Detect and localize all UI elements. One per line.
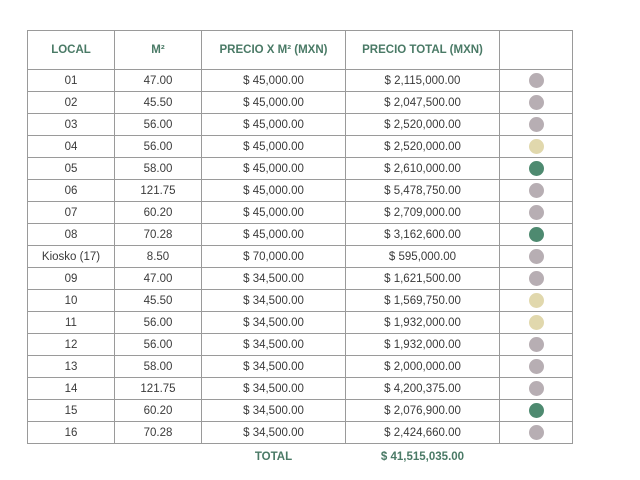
cell-price-per-m2: $ 45,000.00 [202, 224, 346, 246]
cell-m2: 8.50 [115, 246, 202, 268]
table-row [28, 136, 573, 158]
cell-local: 13 [28, 356, 115, 378]
cell-m2: 47.00 [115, 70, 202, 92]
cell-local: 07 [28, 202, 115, 224]
cell-local: 06 [28, 180, 115, 202]
cell-price-per-m2: $ 34,500.00 [202, 356, 346, 378]
cell-status [500, 400, 573, 422]
cell-price-per-m2: $ 70,000.00 [202, 246, 346, 268]
cell-price-per-m2: $ 45,000.00 [202, 114, 346, 136]
cell-total: $ 3,162,600.00 [346, 224, 500, 246]
cell-total: $ 2,000,000.00 [346, 356, 500, 378]
total-label: TOTAL [254, 451, 293, 463]
cell-total: $ 5,478,750.00 [346, 180, 500, 202]
header-row [28, 31, 573, 70]
table-row [28, 70, 573, 92]
status-dot-icon [529, 95, 544, 110]
cell-total: $ 1,932,000.00 [346, 312, 500, 334]
cell-status [500, 334, 573, 356]
cell-local: 10 [28, 290, 115, 312]
table-row [28, 312, 573, 334]
cell-total: $ 2,115,000.00 [346, 70, 500, 92]
table-body [28, 70, 573, 444]
cell-status [500, 246, 573, 268]
cell-m2: 60.20 [115, 202, 202, 224]
cell-status [500, 70, 573, 92]
cell-price-per-m2: $ 34,500.00 [202, 312, 346, 334]
cell-local: 12 [28, 334, 115, 356]
table-row [28, 92, 573, 114]
cell-status [500, 290, 573, 312]
price-table [27, 30, 573, 470]
cell-price-per-m2: $ 45,000.00 [202, 92, 346, 114]
cell-local: 08 [28, 224, 115, 246]
cell-price-per-m2: $ 45,000.00 [202, 70, 346, 92]
cell-local: 14 [28, 378, 115, 400]
header-total-price: PRECIO TOTAL (MXN) [346, 31, 500, 70]
cell-m2: 56.00 [115, 114, 202, 136]
cell-status [500, 356, 573, 378]
cell-m2: 47.00 [115, 268, 202, 290]
cell-price-per-m2: $ 34,500.00 [202, 378, 346, 400]
table-row [28, 158, 573, 180]
status-dot-icon [529, 73, 544, 88]
cell-m2: 56.00 [115, 334, 202, 356]
cell-total: $ 2,424,660.00 [346, 422, 500, 444]
status-dot-icon [529, 271, 544, 286]
table-row [28, 334, 573, 356]
cell-status [500, 202, 573, 224]
table-row [28, 224, 573, 246]
cell-m2: 58.00 [115, 158, 202, 180]
cell-total: $ 595,000.00 [346, 246, 500, 268]
cell-local: 02 [28, 92, 115, 114]
table-row [28, 378, 573, 400]
status-dot-icon [529, 315, 544, 330]
cell-total: $ 2,709,000.00 [346, 202, 500, 224]
cell-total: $ 2,610,000.00 [346, 158, 500, 180]
table-row [28, 356, 573, 378]
cell-price-per-m2: $ 45,000.00 [202, 202, 346, 224]
cell-local: 15 [28, 400, 115, 422]
cell-local: 11 [28, 312, 115, 334]
cell-status [500, 312, 573, 334]
table-row [28, 400, 573, 422]
total-row [28, 444, 573, 471]
cell-local: 05 [28, 158, 115, 180]
header-status [500, 31, 573, 70]
cell-status [500, 92, 573, 114]
status-dot-icon [529, 139, 544, 154]
cell-local: Kiosko (17) [28, 246, 115, 268]
table-row [28, 180, 573, 202]
cell-local: 04 [28, 136, 115, 158]
cell-price-per-m2: $ 34,500.00 [202, 400, 346, 422]
cell-total: $ 1,932,000.00 [346, 334, 500, 356]
cell-m2: 56.00 [115, 312, 202, 334]
cell-status [500, 136, 573, 158]
cell-m2: 121.75 [115, 180, 202, 202]
cell-local: 09 [28, 268, 115, 290]
cell-price-per-m2: $ 45,000.00 [202, 136, 346, 158]
cell-price-per-m2: $ 34,500.00 [202, 290, 346, 312]
cell-m2: 60.20 [115, 400, 202, 422]
header-m2: M² [115, 31, 202, 70]
cell-total: $ 4,200,375.00 [346, 378, 500, 400]
table-row [28, 114, 573, 136]
cell-price-per-m2: $ 34,500.00 [202, 422, 346, 444]
total-value: $ 41,515,035.00 [380, 451, 465, 463]
cell-m2: 58.00 [115, 356, 202, 378]
cell-price-per-m2: $ 45,000.00 [202, 158, 346, 180]
table-row [28, 422, 573, 444]
cell-status [500, 224, 573, 246]
cell-total: $ 2,047,500.00 [346, 92, 500, 114]
header-local: LOCAL [28, 31, 115, 70]
table-row [28, 246, 573, 268]
cell-status [500, 114, 573, 136]
cell-status [500, 180, 573, 202]
cell-local: 03 [28, 114, 115, 136]
cell-total: $ 2,076,900.00 [346, 400, 500, 422]
status-dot-icon [529, 183, 544, 198]
status-dot-icon [529, 425, 544, 440]
table-row [28, 268, 573, 290]
cell-status [500, 158, 573, 180]
status-dot-icon [529, 337, 544, 352]
cell-total: $ 2,520,000.00 [346, 136, 500, 158]
cell-local: 16 [28, 422, 115, 444]
status-dot-icon [529, 117, 544, 132]
status-dot-icon [529, 381, 544, 396]
status-dot-icon [529, 403, 544, 418]
cell-total: $ 1,569,750.00 [346, 290, 500, 312]
status-dot-icon [529, 205, 544, 220]
cell-m2: 121.75 [115, 378, 202, 400]
cell-m2: 45.50 [115, 92, 202, 114]
status-dot-icon [529, 359, 544, 374]
cell-price-per-m2: $ 45,000.00 [202, 180, 346, 202]
status-dot-icon [529, 249, 544, 264]
table-row [28, 202, 573, 224]
table-row [28, 290, 573, 312]
cell-m2: 70.28 [115, 224, 202, 246]
cell-local: 01 [28, 70, 115, 92]
cell-status [500, 422, 573, 444]
cell-total: $ 2,520,000.00 [346, 114, 500, 136]
cell-price-per-m2: $ 34,500.00 [202, 334, 346, 356]
cell-total: $ 1,621,500.00 [346, 268, 500, 290]
header-price-per-m2: PRECIO X M² (MXN) [202, 31, 346, 70]
cell-price-per-m2: $ 34,500.00 [202, 268, 346, 290]
status-dot-icon [529, 227, 544, 242]
status-dot-icon [529, 293, 544, 308]
cell-status [500, 268, 573, 290]
status-dot-icon [529, 161, 544, 176]
cell-m2: 45.50 [115, 290, 202, 312]
cell-m2: 70.28 [115, 422, 202, 444]
cell-m2: 56.00 [115, 136, 202, 158]
cell-status [500, 378, 573, 400]
